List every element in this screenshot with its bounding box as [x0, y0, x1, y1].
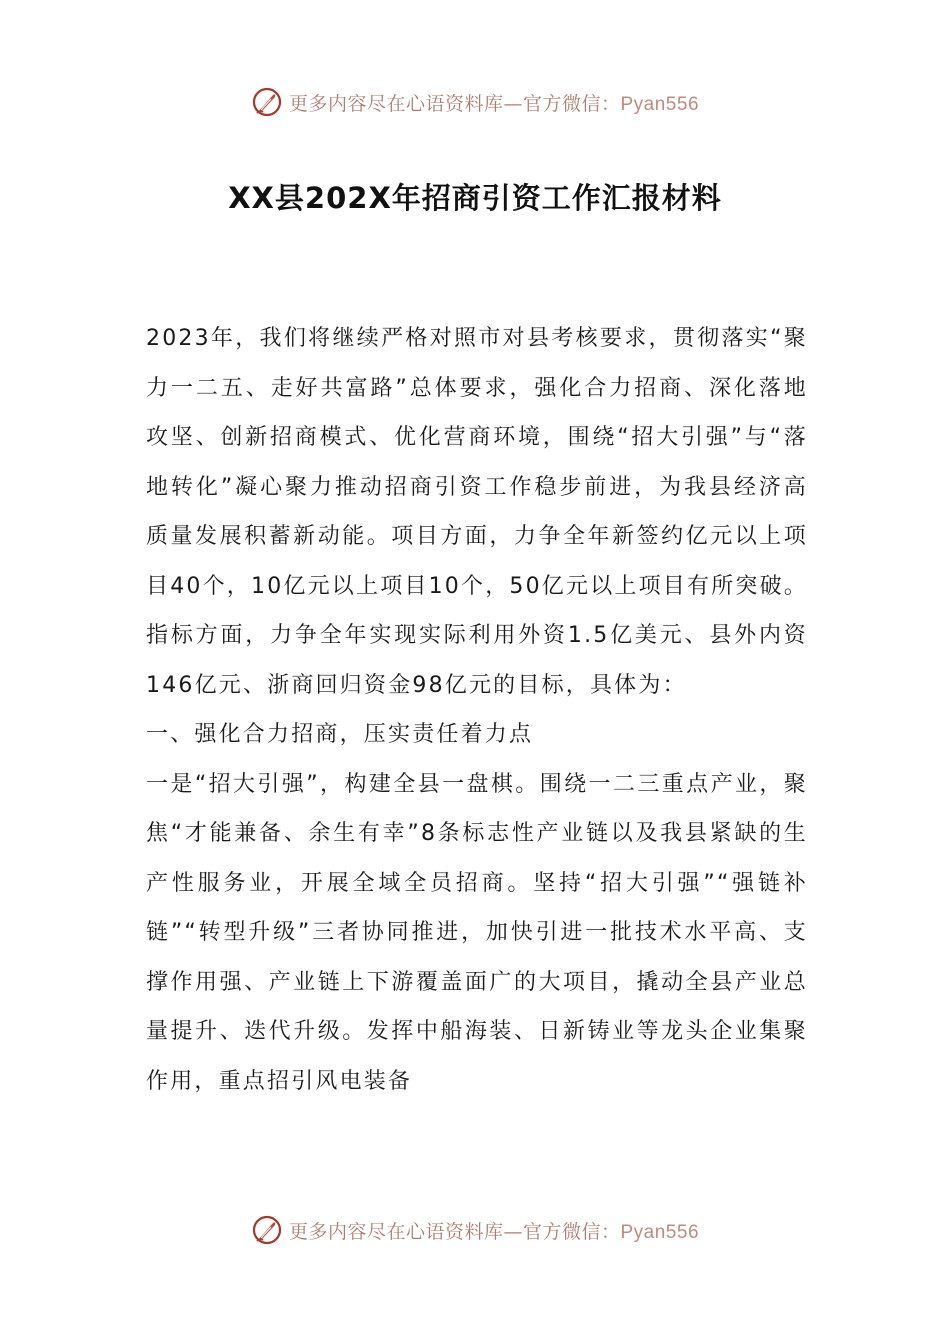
quill-logo-icon: [251, 86, 283, 118]
watermark-label: 更多内容尽在心语资料库—官方微信：: [288, 92, 621, 115]
document-body: [146, 314, 808, 1106]
header-watermark: [0, 82, 950, 122]
footer-watermark: [0, 1210, 950, 1250]
watermark-text: [289, 89, 699, 116]
quill-logo-icon: [251, 1214, 283, 1246]
watermark-label: 更多内容尽在心语资料库—官方微信：: [288, 1220, 621, 1243]
section-heading-1: 一、强化合力招商，压实责任着力点: [146, 722, 534, 747]
watermark-wechat-id: Pyan556: [620, 93, 700, 115]
watermark-text: [289, 1217, 699, 1244]
paragraph-point-1: 一是“招大引强”，构建全县一盘棋。围绕一二三重点产业，聚焦“才能兼备、余生有幸”8条标志性产业链以及我县紧缺的生产性服务业，开展全域全员招商。坚持“招大引强”“强链补链”“转型升级”三者协同推进，加快引进一批技术水平高、支撑作用强、产业链上下游覆盖面广的大项目，撬动全县产业总量提升、迭代升级。发挥中船海装、日新铸业等龙头企业集聚作用，重点招引风电装备: [146, 771, 808, 1094]
watermark-wechat-id: Pyan556: [620, 1221, 700, 1243]
paragraph-intro: 2023年，我们将继续严格对照市对县考核要求，贯彻落实“聚力一二五、走好共富路”总体要求，强化合力招商、深化落地攻坚、创新招商模式、优化营商环境，围绕“招大引强”与“落地转化”凝心聚力推动招商引资工作稳步前进，为我县经济高质量发展积蓄新动能。项目方面，力争全年新签约亿元以上项目40个，10亿元以上项目10个，50亿元以上项目有所突破。指标方面，力争全年实现实际利用外资1.5亿美元、县外内资146亿元、浙商回归资金98亿元的目标，具体为：: [146, 326, 808, 698]
document-title: XX县202X年招商引资工作汇报材料: [228, 181, 722, 215]
